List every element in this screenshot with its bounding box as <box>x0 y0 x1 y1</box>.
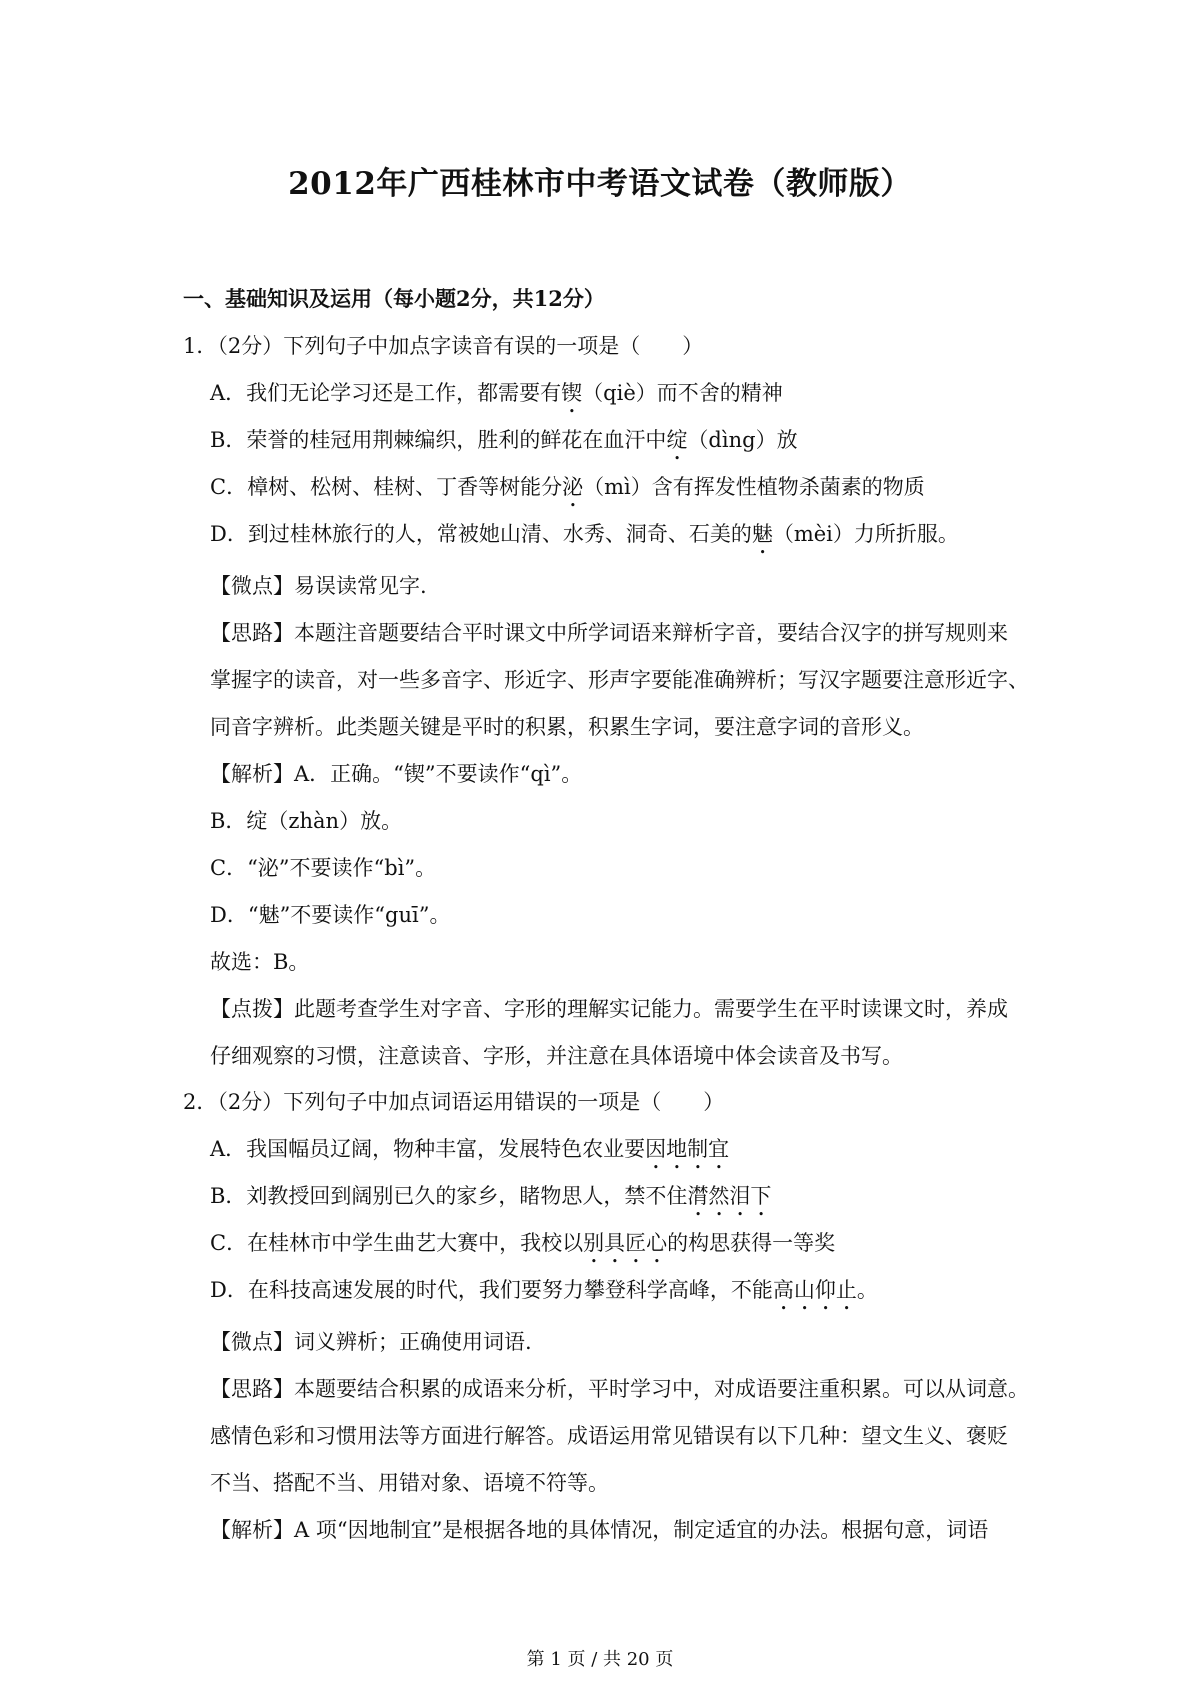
dotted-word: 别具匠心 <box>583 1231 668 1255</box>
q1-jiexi-line-1: 【解析】A．正确。“锲”不要读作“qì”。 <box>210 762 583 786</box>
option-text: C．在桂林市中学生曲艺大赛中，我校以 <box>210 1231 584 1255</box>
option-text: （mì）含有挥发性植物杀菌素的物质 <box>583 475 925 499</box>
q1-silu-line-3: 同音字辨析。此类题关键是平时的积累，积累生字词，要注意字词的音形义。 <box>210 715 924 739</box>
option-text: （dìng）放 <box>687 428 798 452</box>
dotted-char: 泌 <box>562 475 584 499</box>
question-1-option-c <box>210 472 925 512</box>
q1-silu-line-1: 【思路】本题注音题要结合平时课文中所学词语来辩析字音，要结合汉字的拼写规则来 <box>210 621 1008 645</box>
q1-dianbo-line-1: 【点拨】此题考查学生对字音、字形的理解实记能力。需要学生在平时读课文时，养成 <box>210 997 1008 1021</box>
q1-answer: 故选：B。 <box>210 950 310 974</box>
option-text: 的构思获得一等奖 <box>667 1231 836 1255</box>
dotted-char: 锲 <box>561 381 583 405</box>
dotted-word: 高山仰止 <box>772 1278 857 1302</box>
option-text: （qiè）而不舍的精神 <box>582 381 783 405</box>
question-2-option-c <box>210 1228 835 1268</box>
dotted-char: 绽 <box>666 428 688 452</box>
q2-weidian: 【微点】词义辨析；正确使用词语. <box>210 1330 532 1354</box>
q1-jiexi-line-2: B．绽（zhàn）放。 <box>210 809 403 833</box>
option-text: A．我国幅员辽阔，物种丰富，发展特色农业要 <box>210 1137 646 1161</box>
q2-silu-line-1: 【思路】本题要结合积累的成语来分析，平时学习中，对成语要注重积累。可以从词意。 <box>210 1377 1029 1401</box>
option-text: D．在科技高速发展的时代，我们要努力攀登科学高峰，不能 <box>210 1278 773 1302</box>
question-2-option-b <box>210 1181 771 1221</box>
dotted-word: 因地制宜 <box>645 1137 730 1161</box>
option-text: A．我们无论学习还是工作，都需要有 <box>210 381 562 405</box>
q1-weidian: 【微点】易误读常见字. <box>210 574 427 598</box>
option-text: B．荣誉的桂冠用荆棘编织，胜利的鲜花在血汗中 <box>210 428 667 452</box>
option-text: C．樟树、松树、桂树、丁香等树能分 <box>210 475 563 499</box>
question-2-option-d <box>210 1275 878 1315</box>
option-text: B．刘教授回到阔别已久的家乡，睹物思人，禁不住 <box>210 1184 688 1208</box>
question-1-option-a <box>210 378 783 418</box>
question-1-option-b <box>210 425 798 465</box>
question-1-option-d <box>210 519 959 559</box>
q1-dianbo-line-2: 仔细观察的习惯，注意读音、字形，并注意在具体语境中体会读音及书写。 <box>210 1044 903 1068</box>
option-text: 。 <box>856 1278 878 1302</box>
q2-silu-line-2: 感情色彩和习惯用法等方面进行解答。成语运用常见错误有以下几种：望文生义、褒贬 <box>210 1424 1008 1448</box>
page-title: 2012年广西桂林市中考语文试卷（教师版） <box>288 166 912 202</box>
option-text: D．到过桂林旅行的人，常被她山清、水秀、洞奇、石美的 <box>210 522 752 546</box>
q2-jiexi-line-1: 【解析】A 项“因地制宜”是根据各地的具体情况，制定适宜的办法。根据句意，词语 <box>210 1518 989 1542</box>
q1-jiexi-line-3: C．“泌”不要读作“bì”。 <box>210 856 437 880</box>
dotted-word: 潸然泪下 <box>687 1184 772 1208</box>
page-footer: 第 1 页 / 共 20 页 <box>526 1649 674 1670</box>
q1-jiexi-line-4: D．“魅”不要读作“guī”。 <box>210 903 451 927</box>
section-heading: 一、基础知识及运用（每小题2分，共12分） <box>183 286 605 311</box>
q1-silu-line-2: 掌握字的读音，对一些多音字、形近字、形声字要能准确辨析；写汉字题要注意形近字、 <box>210 668 1029 692</box>
q2-silu-line-3: 不当、搭配不当、用错对象、语境不符等。 <box>210 1471 609 1495</box>
option-text: （mèi）力所折服。 <box>772 522 959 546</box>
question-1-stem: 1．（2分）下列句子中加点字读音有误的一项是（ ） <box>183 334 704 358</box>
question-2-stem: 2．（2分）下列句子中加点词语运用错误的一项是（ ） <box>183 1090 725 1114</box>
question-2-option-a <box>210 1134 729 1174</box>
dotted-char: 魅 <box>751 522 773 546</box>
